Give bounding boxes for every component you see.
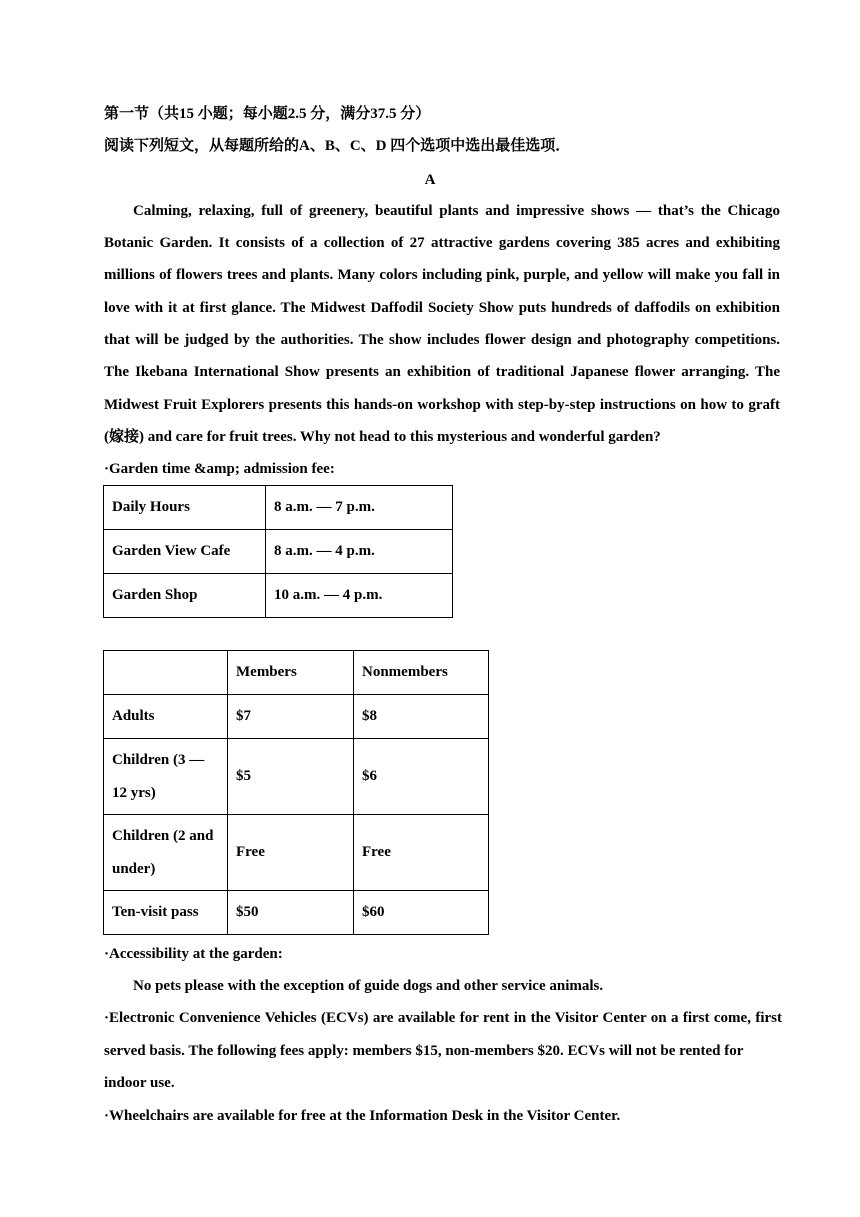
accessibility-heading: ·Accessibility at the garden: [104,946,283,962]
table-cell: 8 a.m. — 4 p.m. [266,530,453,574]
ecv-line: ·Electronic Convenience Vehicles (ECVs) are available for rent in the Visitor Center on a first come, first [104,1010,782,1026]
table-row [104,530,453,574]
row-label: Children (2 and [112,827,214,844]
paragraph-line: Botanic Garden. It consists of a collection of 27 attractive gardens covering 385 acres and exhibiting [104,235,780,251]
table-row [104,739,489,815]
table-cell: $50 [228,891,354,935]
paragraph-line: Calming, relaxing, full of greenery, beautiful plants and impressive shows — that’s the Chicago [133,203,780,219]
hours-table [103,485,453,618]
instruction: 阅读下列短文，从每题所给的A、B、C、D 四个选项中选出最佳选项． [104,138,571,154]
passage-letter: A [424,172,436,188]
table-cell: $8 [354,695,489,739]
paragraph-line: millions of flowers trees and plants. Many colors including pink, purple, and yellow will make you fall in [104,267,780,283]
paragraph-line: that will be judged by the authorities. The show includes flower design and photography competitions. [104,332,780,348]
table-header-cell: Members [228,651,354,695]
wheelchair-note: ·Wheelchairs are available for free at the Information Desk in the Visitor Center. [104,1108,621,1124]
table-cell [104,695,228,739]
table-header-cell: Nonmembers [354,651,489,695]
pets-note: No pets please with the exception of guide dogs and other service animals. [133,978,604,994]
time-fee-heading: ·Garden time &amp; admission fee: [104,461,335,477]
table-header-cell [104,651,228,695]
table-header-row [104,651,489,695]
row-label: 12 yrs) [112,784,156,801]
fees-table [103,650,489,935]
table-row [104,486,453,530]
ecv-line: indoor use. [104,1075,175,1091]
table-cell [104,891,228,935]
table-cell: $60 [354,891,489,935]
row-label: Adults [112,708,155,724]
section-title: 第一节（共15 小题；每小题2.5 分，满分37.5 分） [104,106,431,122]
ecv-line: served basis. The following fees apply: members $15, non-members $20. ECVs will not be rented for [104,1043,744,1059]
table-cell: 10 a.m. — 4 p.m. [266,574,453,618]
table-row [104,695,489,739]
table-row [104,891,489,935]
table-cell: Garden View Cafe [104,530,266,574]
table-cell: $7 [228,695,354,739]
table-cell: $6 [354,739,489,815]
row-label: Ten-visit pass [112,904,199,920]
row-label: Children (3 — [112,751,205,768]
row-label: under) [112,860,156,877]
paragraph-line: Midwest Fruit Explorers presents this hands-on workshop with step-by-step instructions on how to graft [104,397,780,413]
table-cell [104,739,228,815]
paragraph-line: The Ikebana International Show presents an exhibition of traditional Japanese flower arranging. The [104,364,780,380]
paragraph-line: (嫁接) and care for fruit trees. Why not head to this mysterious and wonderful garden? [104,429,661,445]
table-cell: Free [228,815,354,891]
table-cell: $5 [228,739,354,815]
table-cell [104,815,228,891]
table-row [104,815,489,891]
table-cell: 8 a.m. — 7 p.m. [266,486,453,530]
table-cell: Garden Shop [104,574,266,618]
table-cell: Daily Hours [104,486,266,530]
paragraph-line: love with it at first glance. The Midwest Daffodil Society Show puts hundreds of daffodils on exhibition [104,300,780,316]
table-row [104,574,453,618]
table-cell: Free [354,815,489,891]
